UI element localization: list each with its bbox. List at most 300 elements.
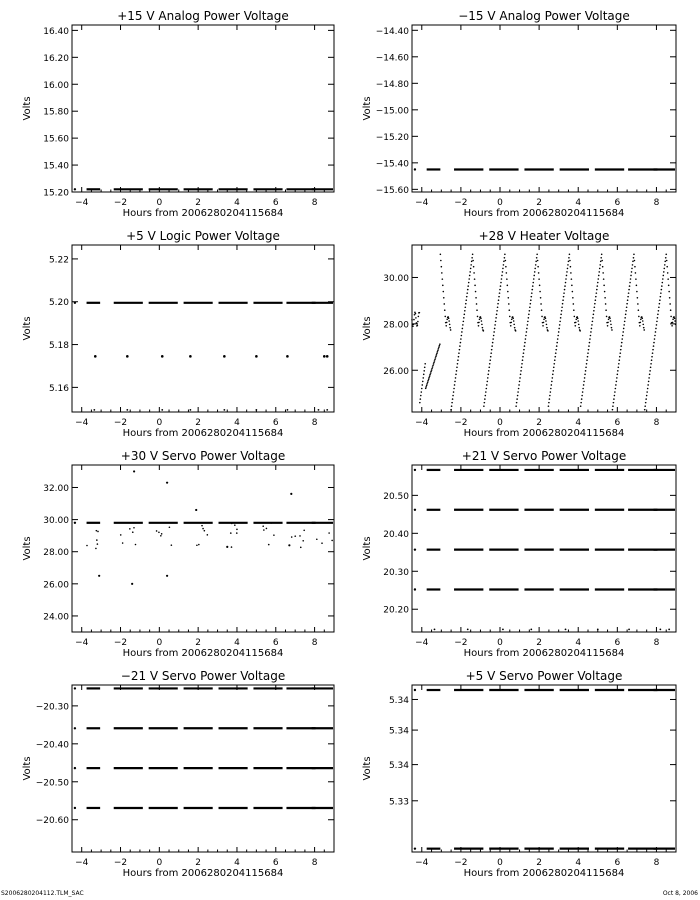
data-point [318, 409, 320, 411]
data-point [126, 409, 128, 411]
data-point [469, 271, 471, 273]
data-point [554, 359, 556, 361]
data-point [452, 398, 454, 400]
data-point [321, 542, 323, 544]
data-point [547, 330, 549, 332]
data-point [538, 272, 540, 274]
data-point [664, 264, 666, 266]
data-point [565, 278, 567, 280]
data-point [662, 282, 664, 284]
data-point [530, 299, 532, 301]
data-point [475, 297, 477, 299]
data-point [626, 306, 628, 308]
data-point [627, 299, 629, 301]
data-point [575, 318, 577, 320]
data-point [672, 318, 674, 320]
x-tick-label: 4 [234, 198, 240, 208]
data-point [255, 355, 258, 358]
data-point [631, 268, 633, 270]
data-point [545, 320, 547, 322]
data-point [522, 356, 524, 358]
data-point [518, 388, 520, 390]
data-point [526, 328, 528, 330]
data-point [621, 342, 623, 344]
data-point [515, 330, 517, 332]
data-point [566, 271, 568, 273]
data-point [524, 342, 526, 344]
data-point [628, 292, 630, 294]
y-tick-label: −14.40 [375, 26, 409, 37]
data-point [587, 356, 589, 358]
data-point [580, 402, 582, 404]
data-point [638, 309, 640, 311]
data-point [427, 381, 429, 383]
data-point [650, 366, 652, 368]
data-point [629, 285, 631, 287]
data-point [499, 289, 501, 291]
data-point [438, 346, 440, 348]
data-point [467, 285, 469, 287]
data-point [316, 538, 318, 540]
data-point [577, 320, 579, 322]
data-point [440, 253, 442, 255]
x-axis-label: Hours from 2006280204115684 [463, 648, 625, 659]
data-point [471, 261, 473, 263]
data-point [510, 325, 512, 327]
data-point [637, 297, 639, 299]
data-point [495, 321, 497, 323]
data-point [74, 807, 76, 809]
data-point [573, 309, 575, 311]
x-tick-label: 0 [156, 638, 163, 648]
data-point [535, 261, 537, 263]
x-tick-label: 8 [311, 638, 318, 648]
x-tick-label: 4 [575, 638, 582, 648]
data-point [512, 318, 514, 320]
x-tick-label: 0 [156, 418, 163, 428]
data-points [74, 470, 333, 585]
y-tick-label: −14.80 [375, 79, 409, 90]
data-point [620, 349, 622, 351]
data-point [631, 271, 633, 273]
data-point [626, 303, 628, 305]
data-point [263, 529, 265, 531]
data-point [662, 278, 664, 280]
data-point [470, 264, 472, 266]
data-point [519, 377, 521, 379]
data-point [632, 264, 634, 266]
data-point [463, 317, 465, 319]
y-axis-label: Volts [22, 96, 33, 121]
data-point [574, 316, 576, 318]
data-point [559, 324, 561, 326]
data-point [454, 381, 456, 383]
data-point [504, 257, 506, 259]
data-point [96, 530, 98, 532]
data-point [426, 385, 428, 387]
data-point [231, 546, 233, 548]
data-point [570, 272, 572, 274]
data-points [414, 689, 675, 850]
data-point [609, 318, 611, 320]
data-point [533, 278, 535, 280]
data-point [667, 278, 669, 280]
data-point [290, 493, 292, 495]
y-axis-label: Volts [22, 536, 33, 561]
data-point [432, 365, 434, 367]
data-point [158, 531, 160, 533]
data-point [456, 370, 458, 372]
data-point [507, 285, 509, 287]
data-point [608, 318, 610, 320]
data-point [446, 322, 448, 324]
data-point [644, 405, 646, 407]
data-point [640, 322, 642, 324]
data-point [617, 374, 619, 376]
data-point [86, 545, 88, 547]
data-point [517, 391, 519, 393]
data-point [635, 272, 637, 274]
data-point [458, 352, 460, 354]
data-point [654, 335, 656, 337]
data-point [516, 398, 518, 400]
x-axis-label: Hours from 2006280204115684 [122, 648, 284, 659]
data-point [286, 355, 289, 358]
data-point [557, 335, 559, 337]
data-point [658, 306, 660, 308]
data-point [428, 378, 430, 380]
data-point [543, 318, 545, 320]
data-points [74, 188, 333, 190]
data-point [270, 522, 272, 524]
data-point [449, 324, 451, 326]
data-point [548, 405, 550, 407]
data-point [486, 388, 488, 390]
x-tick-label: −2 [113, 418, 128, 428]
y-tick-label: 5.18 [48, 341, 69, 352]
data-point [669, 297, 671, 299]
x-tick-label: 4 [575, 418, 582, 428]
data-point [585, 370, 587, 372]
data-point [161, 533, 163, 535]
data-point [622, 331, 624, 333]
data-point [202, 528, 204, 530]
data-point [431, 368, 433, 370]
data-point [607, 325, 609, 327]
data-point [533, 275, 535, 277]
x-tick-label: −2 [113, 638, 128, 648]
x-tick-label: 0 [156, 198, 163, 208]
data-point [426, 383, 428, 385]
chart-title: +5 V Logic Power Voltage [126, 229, 280, 243]
panel-1 [22, 9, 334, 219]
data-point [552, 374, 554, 376]
y-tick-label: −20.60 [35, 816, 69, 827]
data-point [583, 384, 585, 386]
data-point [590, 331, 592, 333]
data-point [414, 548, 416, 550]
data-point [577, 318, 579, 320]
data-point [472, 253, 474, 255]
plot-frame [72, 245, 334, 412]
y-tick-label: 15.40 [43, 161, 69, 172]
data-point [620, 345, 622, 347]
data-point [195, 509, 197, 511]
data-point [510, 322, 512, 324]
x-tick-label: 2 [536, 858, 542, 868]
data-point [97, 531, 99, 533]
data-point [522, 359, 524, 361]
data-point [652, 352, 654, 354]
data-point [414, 689, 416, 691]
y-tick-label: 28.00 [383, 320, 409, 331]
data-point [566, 275, 568, 277]
data-point [567, 264, 569, 266]
y-axis-label: Volts [22, 756, 33, 781]
data-point [273, 534, 275, 536]
data-point [658, 310, 660, 312]
y-tick-label: 30.00 [43, 516, 69, 527]
data-point [489, 363, 491, 365]
y-tick-label: 26.00 [43, 580, 69, 591]
data-point [600, 257, 602, 259]
x-tick-label: 2 [195, 198, 202, 208]
data-point [648, 381, 650, 383]
data-point [612, 409, 614, 411]
data-point [74, 727, 76, 729]
x-tick-label: 0 [497, 418, 503, 428]
data-point [659, 628, 661, 630]
data-point [463, 321, 465, 323]
data-point [650, 363, 652, 365]
data-point [93, 409, 95, 411]
data-point [418, 316, 420, 318]
data-point [465, 303, 467, 305]
data-point [584, 374, 586, 376]
y-tick-label: 20.30 [383, 567, 409, 578]
data-point [430, 372, 432, 374]
data-point [446, 318, 448, 320]
data-point [505, 260, 507, 262]
x-axis-label: Hours from 2006280204115684 [463, 868, 625, 879]
data-point [653, 342, 655, 344]
data-point [475, 291, 477, 293]
data-point [461, 335, 463, 337]
data-point [561, 306, 563, 308]
data-point [166, 482, 168, 484]
data-point [468, 278, 470, 280]
data-point [223, 409, 225, 411]
data-point [571, 278, 573, 280]
x-tick-label: −4 [415, 418, 429, 428]
data-point [529, 310, 531, 312]
data-point [417, 321, 419, 323]
data-point [441, 272, 443, 274]
data-point [255, 409, 257, 411]
data-points [414, 469, 675, 631]
data-point [434, 628, 436, 630]
x-tick-label: 8 [311, 418, 318, 428]
data-point [416, 322, 418, 324]
data-point [156, 530, 158, 532]
data-point [605, 303, 607, 305]
data-points [74, 302, 333, 411]
data-point [445, 325, 447, 327]
data-point [520, 374, 522, 376]
data-point [627, 296, 629, 298]
data-point [573, 303, 575, 305]
data-point [454, 384, 456, 386]
data-point [461, 331, 463, 333]
data-point [303, 530, 305, 532]
data-point [536, 257, 538, 259]
data-point [523, 349, 525, 351]
data-point [661, 289, 663, 291]
data-point [584, 377, 586, 379]
data-point [494, 328, 496, 330]
data-point [665, 257, 667, 259]
data-point [434, 359, 436, 361]
data-point [611, 329, 613, 331]
data-point [569, 260, 571, 262]
y-tick-label: 5.22 [48, 255, 69, 266]
data-point [516, 402, 518, 404]
data-point [266, 528, 268, 530]
data-point [591, 324, 593, 326]
data-point [603, 285, 605, 287]
data-point [490, 356, 492, 358]
data-point [591, 328, 593, 330]
data-point [442, 278, 444, 280]
data-point [613, 402, 615, 404]
data-point [567, 268, 569, 270]
data-point [666, 266, 668, 268]
data-point [519, 381, 521, 383]
data-point [452, 395, 454, 397]
data-point [479, 318, 481, 320]
data-point [664, 261, 666, 263]
data-point [657, 314, 659, 316]
chart-title: +28 V Heater Voltage [478, 229, 610, 243]
y-tick-label: 24.00 [43, 612, 69, 623]
data-point [528, 317, 530, 319]
data-point [502, 628, 504, 630]
data-point [534, 271, 536, 273]
data-point [412, 325, 414, 327]
data-point [268, 544, 270, 546]
data-point [645, 402, 647, 404]
data-point [502, 271, 504, 273]
x-tick-label: 6 [614, 418, 621, 428]
data-point [642, 324, 644, 326]
data-point [543, 322, 545, 324]
data-point [615, 384, 617, 386]
data-point [638, 316, 640, 318]
data-point [515, 405, 517, 407]
x-tick-label: 4 [234, 638, 240, 648]
data-point [503, 261, 505, 263]
x-tick-label: −4 [415, 198, 429, 208]
x-tick-label: 6 [272, 858, 279, 868]
data-point [420, 395, 422, 397]
data-point [498, 296, 500, 298]
data-point [460, 342, 462, 344]
data-point [484, 398, 486, 400]
x-axis-label: Hours from 2006280204115684 [122, 208, 284, 219]
data-point [571, 285, 573, 287]
data-point [666, 260, 668, 262]
x-tick-label: 8 [311, 858, 318, 868]
data-point [596, 289, 598, 291]
data-point [662, 275, 664, 277]
data-point [469, 275, 471, 277]
y-tick-label: 20.50 [383, 491, 409, 502]
data-point [636, 291, 638, 293]
data-point [434, 360, 436, 362]
data-point [505, 266, 507, 268]
data-point [433, 363, 435, 365]
data-point [531, 292, 533, 294]
data-point [453, 388, 455, 390]
data-point [527, 321, 529, 323]
plot-frame [72, 465, 334, 632]
data-point [535, 264, 537, 266]
data-point [74, 687, 76, 689]
data-point [668, 285, 670, 287]
data-point [649, 370, 651, 372]
data-point [466, 292, 468, 294]
chart-title: +21 V Servo Power Voltage [461, 449, 627, 463]
data-point [589, 342, 591, 344]
data-point [523, 352, 525, 354]
data-point [500, 285, 502, 287]
data-point [612, 405, 614, 407]
data-point [207, 534, 209, 536]
data-point [668, 628, 670, 630]
data-point [619, 352, 621, 354]
data-point [491, 349, 493, 351]
data-point [483, 330, 485, 332]
data-point [471, 257, 473, 259]
data-point [581, 398, 583, 400]
data-point [599, 264, 601, 266]
data-point [590, 335, 592, 337]
data-point [598, 271, 600, 273]
data-point [414, 588, 416, 590]
data-point [204, 530, 206, 532]
data-point [521, 363, 523, 365]
data-point [74, 767, 76, 769]
data-point [444, 309, 446, 311]
data-points [414, 168, 675, 170]
data-point [433, 362, 435, 364]
data-point [482, 327, 484, 329]
data-point [559, 321, 561, 323]
data-point [549, 395, 551, 397]
y-tick-label: −15.60 [375, 185, 409, 196]
data-point [643, 329, 645, 331]
data-point [534, 268, 536, 270]
data-point [572, 297, 574, 299]
data-point [670, 316, 672, 318]
data-point [234, 524, 236, 526]
x-tick-label: 2 [195, 638, 202, 648]
data-point [551, 381, 553, 383]
data-point [526, 331, 528, 333]
data-point [497, 306, 499, 308]
data-point [582, 391, 584, 393]
data-point [326, 355, 329, 358]
